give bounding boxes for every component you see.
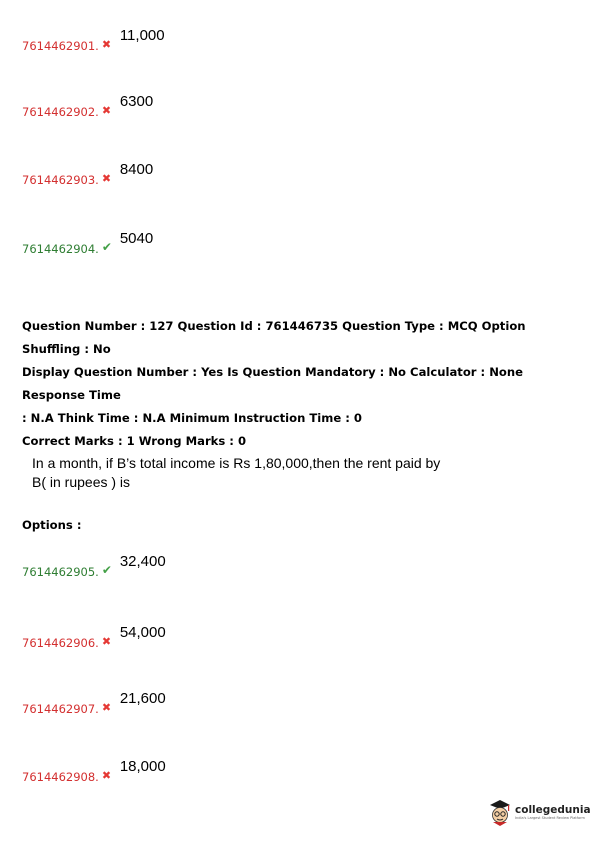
option-row: [22, 161, 153, 187]
collegedunia-logo: [488, 798, 591, 826]
cross-icon: ✖: [101, 39, 112, 51]
option-value: 18,000: [119, 758, 166, 775]
options-label: Options :: [22, 518, 82, 532]
mascot-icon: [488, 798, 512, 826]
question-meta: [22, 315, 582, 453]
option-row: [22, 93, 153, 119]
marks-line: Correct Marks : 1 Wrong Marks : 0: [22, 434, 247, 448]
option-id: 7614462902.: [22, 105, 99, 119]
check-icon: ✔: [101, 240, 112, 254]
cross-icon: ✖: [101, 770, 112, 782]
option-row: [22, 230, 153, 256]
cross-icon: ✖: [101, 105, 112, 117]
option-row: [22, 27, 165, 53]
option-id: 7614462905.: [22, 565, 99, 579]
option-id: 7614462907.: [22, 702, 99, 716]
option-id: 7614462904.: [22, 242, 99, 256]
cross-icon: ✖: [101, 173, 112, 185]
option-value: 5040: [119, 230, 154, 247]
logo-name: collegedunia: [515, 803, 591, 816]
option-value: 21,600: [119, 690, 166, 707]
option-id: 7614462903.: [22, 173, 99, 187]
meta-line: : N.A Think Time : N.A Minimum Instruction Time : 0: [22, 411, 362, 425]
option-id: 7614462901.: [22, 39, 99, 53]
check-icon: ✔: [101, 563, 112, 577]
option-value: 32,400: [119, 553, 166, 570]
meta-line: Question Number : 127 Question Id : 761446735 Question Type : MCQ Option Shuffling : No: [22, 319, 526, 356]
question-text: [32, 454, 440, 492]
option-value: 54,000: [119, 624, 166, 641]
question-line: B( in rupees ) is: [32, 474, 131, 490]
logo-tagline: India's Largest Student Review Platform: [515, 815, 585, 820]
option-id: 7614462906.: [22, 636, 99, 650]
option-value: 11,000: [119, 27, 165, 44]
meta-line: Display Question Number : Yes Is Question Mandatory : No Calculator : None Response Time: [22, 365, 524, 402]
option-id: 7614462908.: [22, 770, 99, 784]
question-line: In a month, if B’s total income is Rs 1,80,000,then the rent paid by: [32, 455, 441, 471]
option-row: [22, 758, 166, 784]
option-row: [22, 690, 166, 716]
cross-icon: ✖: [101, 636, 112, 648]
cross-icon: ✖: [101, 702, 112, 714]
option-row: [22, 553, 166, 579]
option-value: 6300: [119, 93, 154, 110]
option-value: 8400: [119, 161, 154, 178]
option-row: [22, 624, 166, 650]
